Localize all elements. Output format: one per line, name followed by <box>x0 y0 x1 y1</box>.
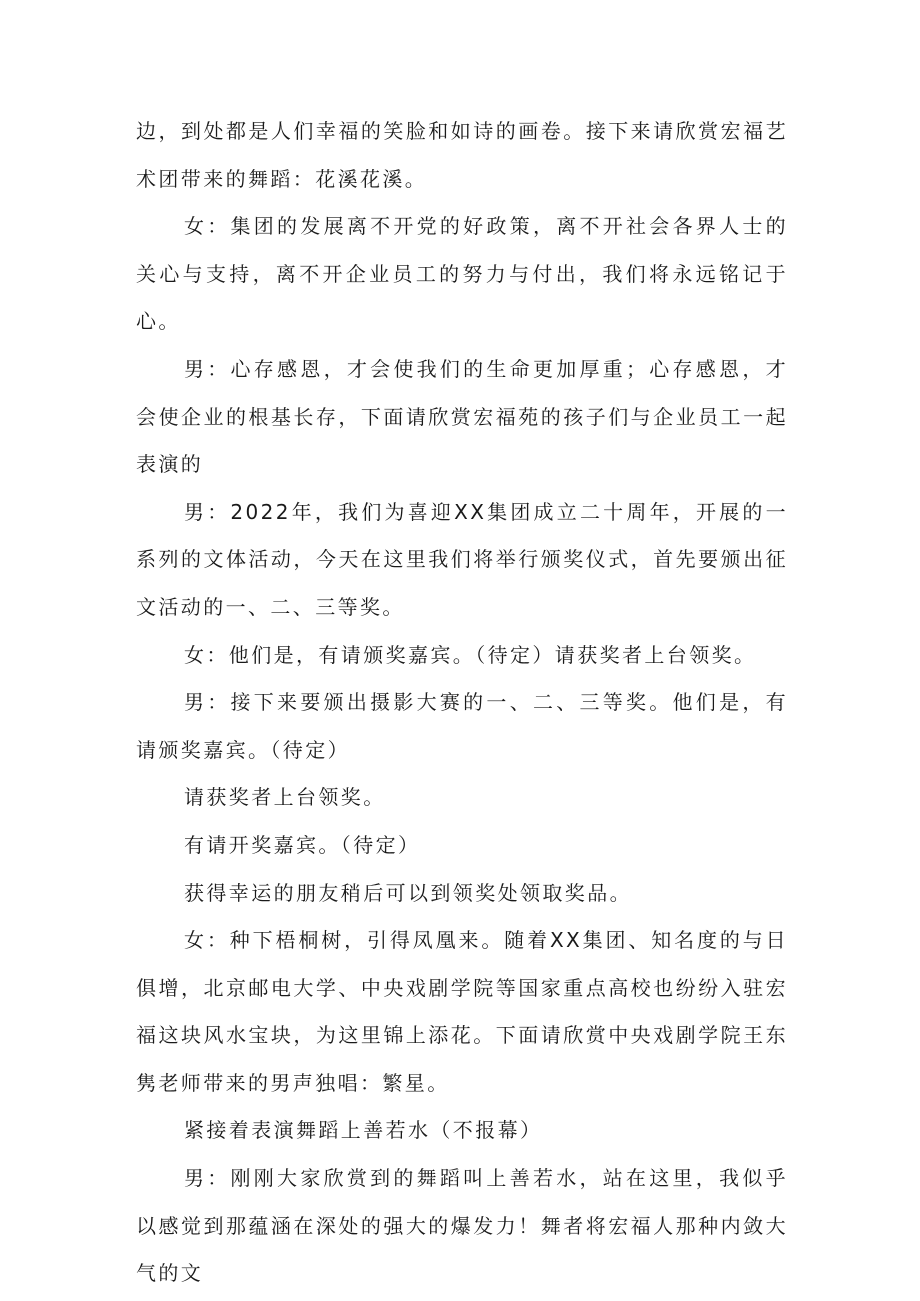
document-body <box>136 108 788 1298</box>
paragraph-7: 请获奖者上台领奖。 <box>184 785 386 810</box>
paragraph-1: 边，到处都是人们幸福的笑脸和如诗的画卷。接下来请欣赏宏福艺术团带来的舞蹈：花溪花溪。 <box>136 119 788 191</box>
paragraph-5: 女：他们是，有请颁奖嘉宾。（待定）请获奖者上台领奖。 <box>184 642 757 667</box>
paragraph-4: 男：2022年，我们为喜迎XX集团成立二十周年，开展的一系列的文体活动，今天在这里我们将举行颁奖仪式，首先要颁出征文活动的一、二、三等奖。 <box>136 499 788 619</box>
paragraph-6: 男：接下来要颁出摄影大赛的一、二、三等奖。他们是，有请颁奖嘉宾。（待定） <box>136 690 788 762</box>
paragraph-3: 男：心存感恩，才会使我们的生命更加厚重；心存感恩，才会使企业的根基长存，下面请欣赏宏福苑的孩子们与企业员工一起表演的 <box>136 356 788 477</box>
paragraph-8: 有请开奖嘉宾。（待定） <box>184 832 421 857</box>
paragraph-2: 女：集团的发展离不开党的好政策，离不开社会各界人士的关心与支持，离不开企业员工的努力与付出，我们将永远铭记于心。 <box>136 214 788 334</box>
paragraph-9: 获得幸运的朋友稍后可以到领奖处领取奖品。 <box>184 880 632 905</box>
paragraph-12: 男：刚刚大家欣赏到的舞蹈叫上善若水，站在这里，我似乎以感觉到那蕴涵在深处的强大的爆发力！舞者将宏福人那种内敛大气的文 <box>136 1166 788 1286</box>
paragraph-10: 女：种下梧桐树，引得凤凰来。随着XX集团、知名度的与日俱增，北京邮电大学、中央戏剧学院等国家重点高校也纷纷入驻宏福这块风水宝块，为这里锦上添花。下面请欣赏中央戏剧学院王东隽老师带来的男声独唱：繁星。 <box>136 928 788 1095</box>
paragraph-11: 紧接着表演舞蹈上善若水（不报幕） <box>184 1118 543 1143</box>
